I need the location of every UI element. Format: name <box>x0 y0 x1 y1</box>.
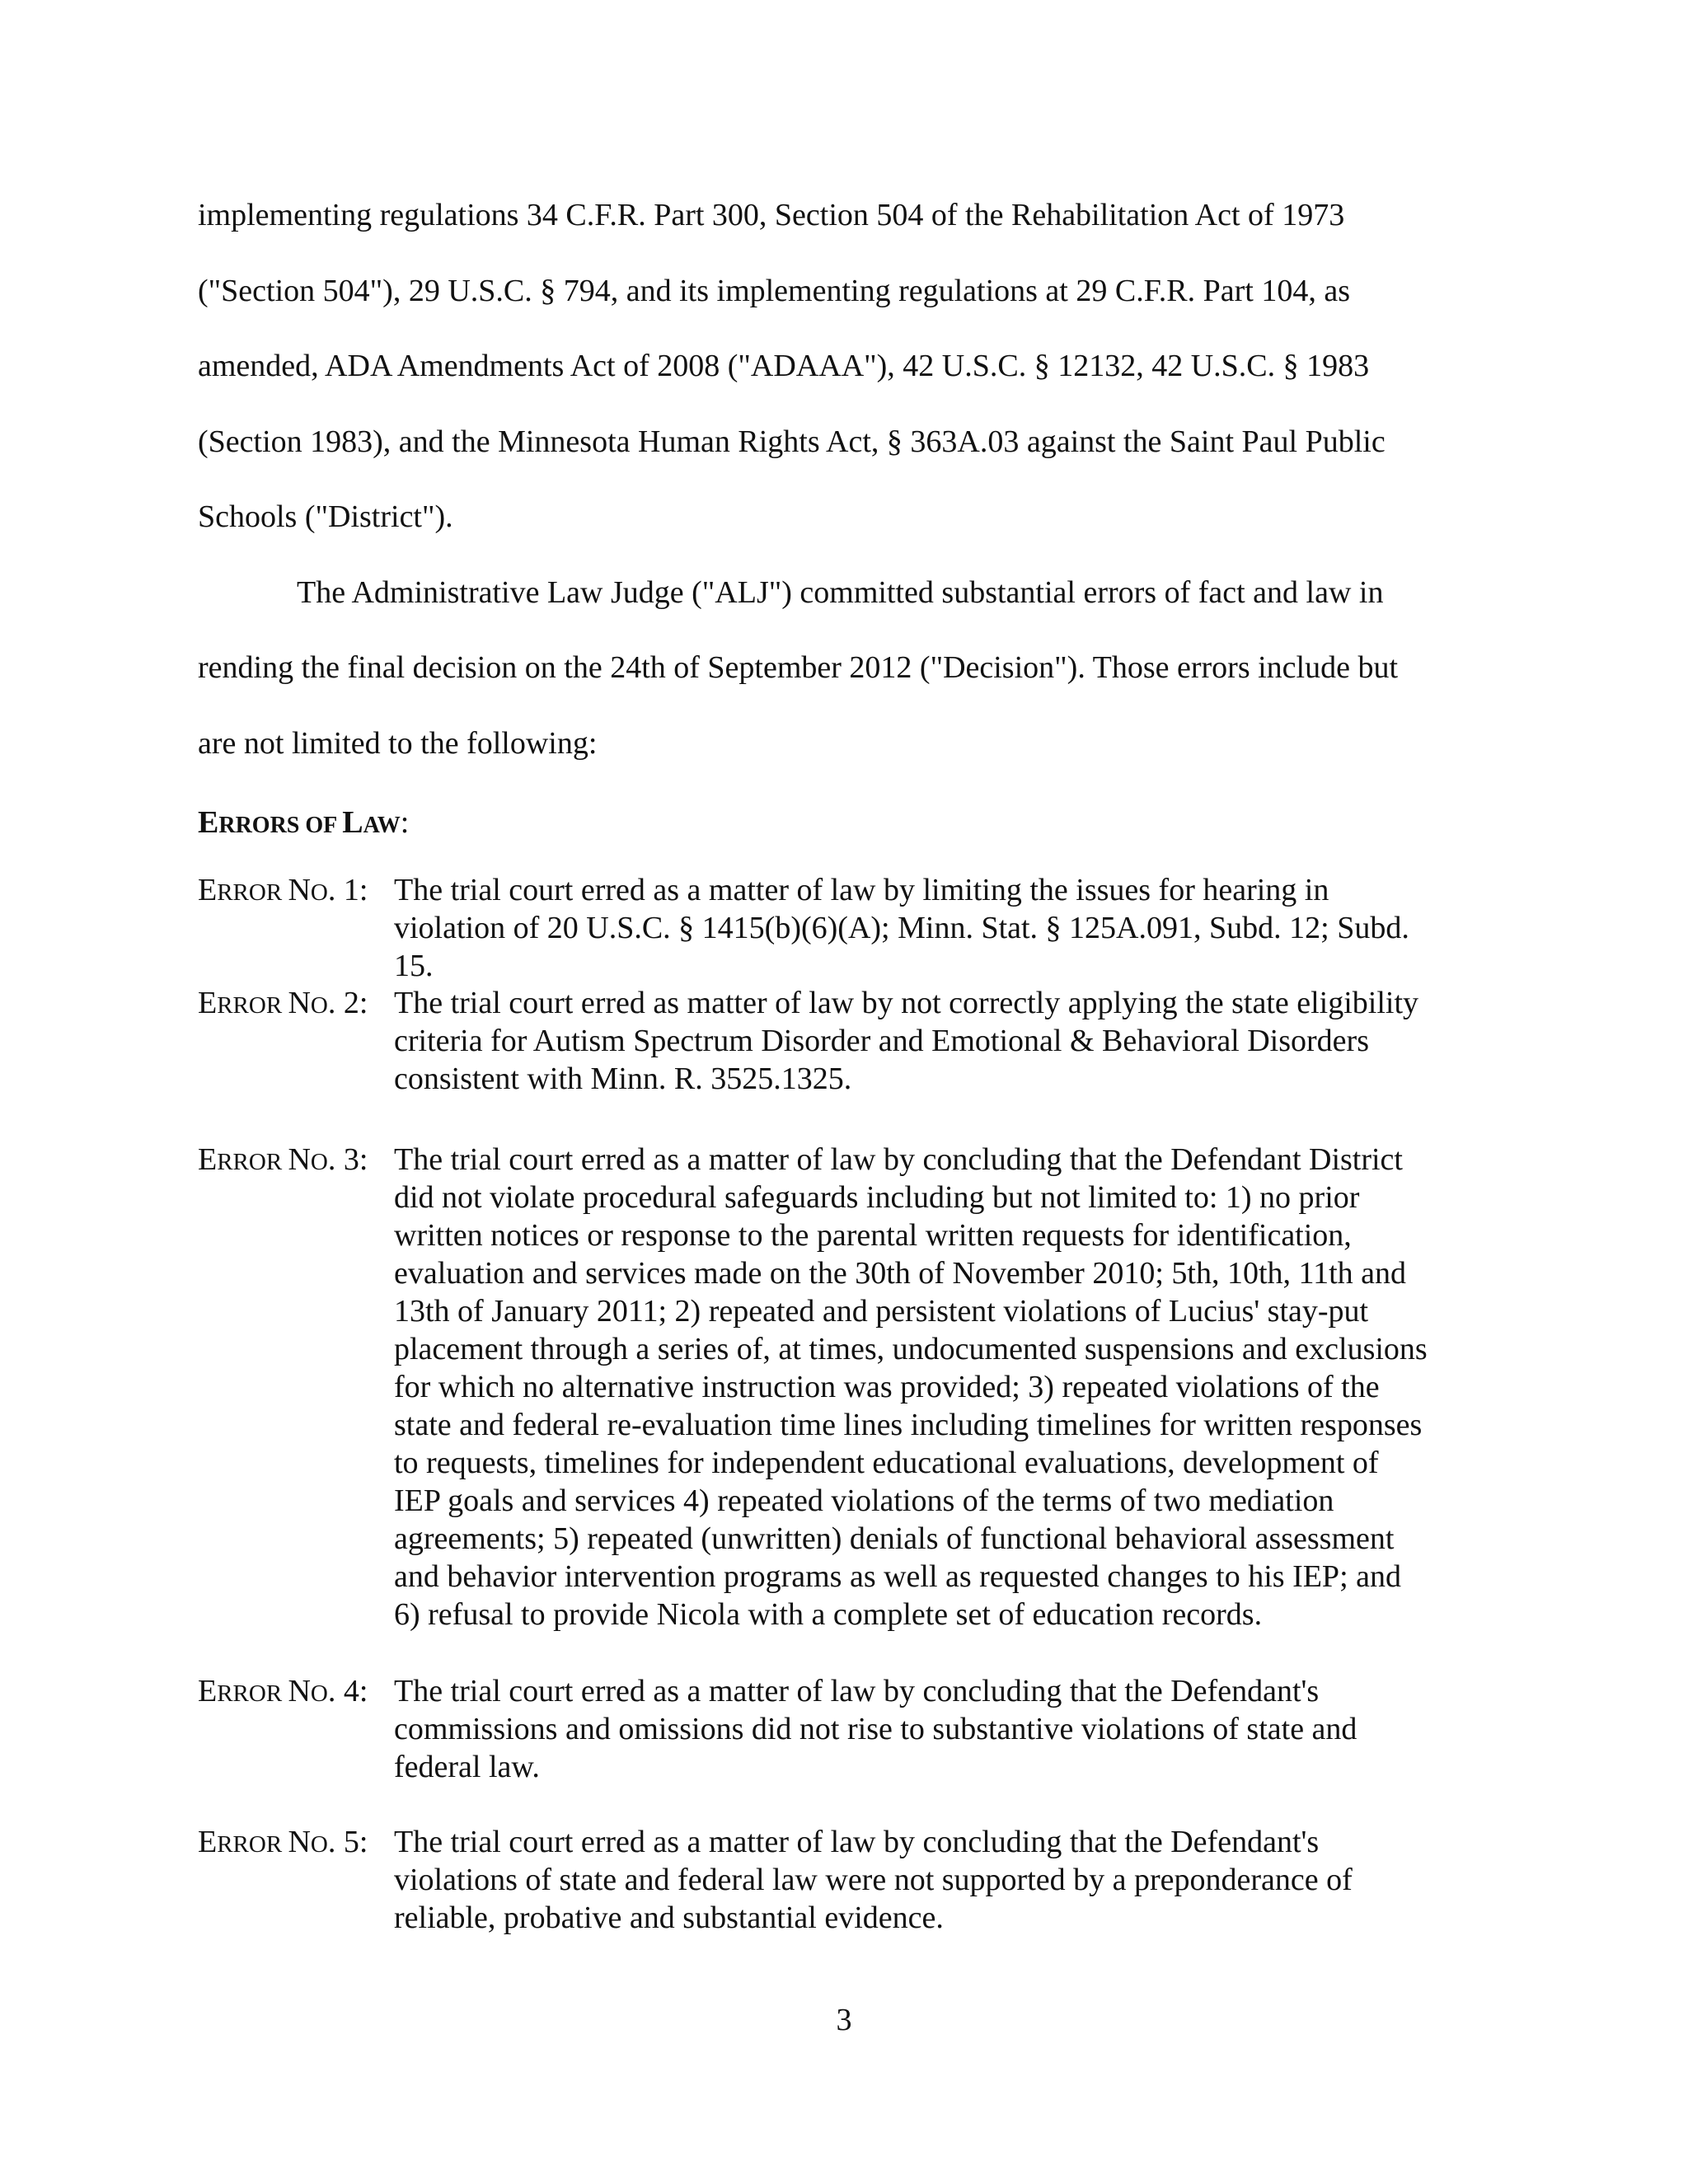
paragraph-2-line-3: are not limited to the following: <box>198 726 598 761</box>
paragraph-1-line-3: amended, ADA Amendments Act of 2008 ("ADAAA"), 42 U.S.C. § 12132, 42 U.S.C. § 1983 <box>198 349 1370 383</box>
errors-of-law-heading: ERRORS OF LAW: <box>198 805 410 840</box>
paragraph-1-line-2: ("Section 504"), 29 U.S.C. § 794, and its implementing regulations at 29 C.F.R. Part 104, as <box>198 274 1351 308</box>
error-label: ERROR NO. 4: <box>198 1674 368 1708</box>
error-text: The trial court erred as matter of law by not correctly applying the state eligibility criteria for Autism Spectrum Disorder and Emotional & Behavioral Disorders consistent with Minn. R. 3525.1325. <box>394 986 1419 1096</box>
error-label: ERROR NO. 3: <box>198 1142 368 1177</box>
error-label: ERROR NO. 2: <box>198 986 368 1020</box>
error-text: The trial court erred as a matter of law by limiting the issues for hearing in violation of 20 U.S.C. § 1415(b)(6)(A); Minn. Stat. § 125A.091, Subd. 12; Subd. 15. <box>394 873 1409 983</box>
paragraph-1-line-1: implementing regulations 34 C.F.R. Part 300, Section 504 of the Rehabilitation Act of 1973 <box>198 198 1345 232</box>
paragraph-2-line-1: The Administrative Law Judge ("ALJ") committed substantial errors of fact and law in <box>297 575 1384 610</box>
error-label: ERROR NO. 1: <box>198 873 368 907</box>
error-text: The trial court erred as a matter of law by concluding that the Defendant District did not violate procedural safeguards including but not limited to: 1) no prior written notices or response to the parental written requests for identification, evaluation and services made on the 30th of November 2010; 5th, 10th, 11th and 13th of January 2011; 2) repeated and persistent violations of Lucius' stay-put placement through a series of, at times, undocumented suspensions and exclusions for which no alternative instruction was provided; 3) repeated violations of the state and federal re-evaluation time lines including timelines for written responses to requests, timelines for independent educational evaluations, development of IEP goals and services 4) repeated violations of the terms of two mediation agreements; 5) repeated (unwritten) denials of functional behavioral assessment and behavior intervention programs as well as requested changes to his IEP; and 6) refusal to provide Nicola with a complete set of education records. <box>394 1142 1428 1632</box>
page-number: 3 <box>836 2003 852 2037</box>
paragraph-1-line-5: Schools ("District"). <box>198 499 453 534</box>
error-label: ERROR NO. 5: <box>198 1825 368 1859</box>
error-text: The trial court erred as a matter of law by concluding that the Defendant's commissions and omissions did not rise to substantive violations of state and federal law. <box>394 1674 1357 1784</box>
error-text: The trial court erred as a matter of law by concluding that the Defendant's violations of state and federal law were not supported by a preponderance of reliable, probative and substantial evidence. <box>394 1825 1353 1935</box>
paragraph-1-line-4: (Section 1983), and the Minnesota Human Rights Act, § 363A.03 against the Saint Paul Public <box>198 424 1386 459</box>
paragraph-2-line-2: rending the final decision on the 24th of September 2012 ("Decision"). Those errors include but <box>198 650 1399 685</box>
